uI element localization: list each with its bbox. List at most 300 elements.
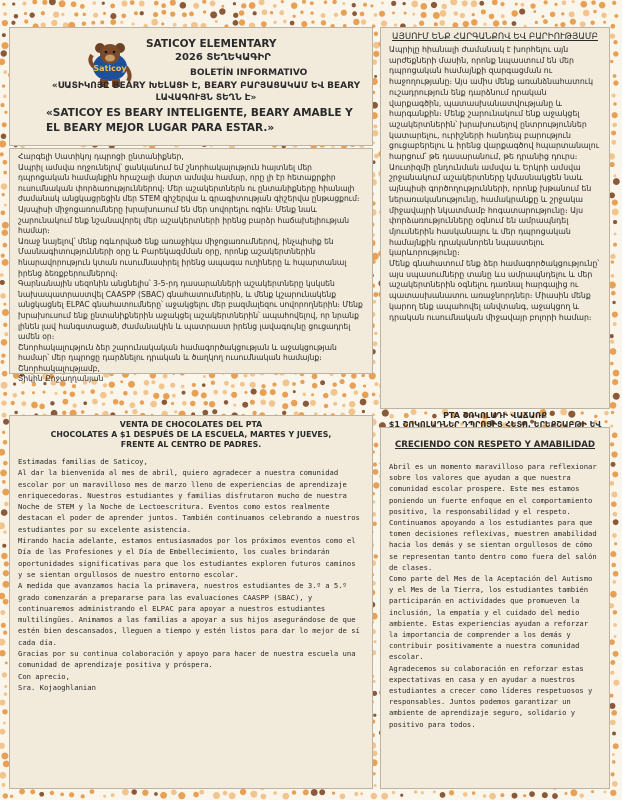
background-dot (201, 392, 207, 398)
background-dot (170, 11, 175, 16)
background-dot (242, 402, 248, 408)
background-dot (360, 399, 367, 406)
background-dot (533, 10, 536, 13)
background-dot (2, 243, 7, 248)
background-dot (2, 413, 7, 418)
background-dot (0, 293, 6, 299)
background-dot (310, 12, 313, 15)
background-dot (374, 13, 378, 17)
school-name: SATICOY ELEMENTARY (146, 38, 277, 50)
background-dot (122, 789, 129, 796)
background-dot (392, 791, 395, 794)
background-dot (319, 789, 325, 795)
background-dot (134, 11, 138, 15)
background-dot (181, 385, 185, 389)
background-dot (613, 623, 617, 627)
section-title: CRECIENDO CON RESPETO Y AMABILIDAD (394, 440, 595, 450)
background-dot (50, 791, 54, 795)
background-dot (1, 354, 5, 358)
background-dot (1, 253, 5, 257)
background-dot (0, 743, 5, 749)
background-dot (3, 530, 6, 533)
background-dot (120, 21, 123, 24)
background-dot (354, 792, 358, 796)
background-dot (564, 792, 567, 795)
background-dot (479, 1, 484, 6)
background-dot (2, 84, 5, 87)
background-dot (511, 10, 518, 17)
background-dot (611, 451, 617, 457)
background-dot (610, 33, 615, 38)
background-dot (1, 553, 8, 560)
background-dot (233, 2, 236, 5)
background-dot (5, 661, 8, 664)
background-dot (193, 792, 199, 798)
background-dot (512, 21, 517, 26)
background-dot (535, 21, 538, 24)
background-dot (609, 162, 614, 167)
background-dot (481, 9, 486, 14)
background-dot (610, 60, 613, 63)
background-dot (614, 174, 617, 177)
background-dot (42, 0, 47, 5)
background-dot (501, 14, 505, 18)
background-dot (381, 20, 387, 26)
background-dot (462, 0, 468, 6)
background-dot (2, 371, 8, 377)
chocolate-sale-spanish-letter (9, 415, 373, 789)
background-dot (371, 793, 377, 799)
background-dot (90, 789, 95, 794)
background-dot (349, 401, 356, 408)
background-dot (612, 301, 615, 304)
background-dot (374, 554, 378, 558)
background-dot (610, 671, 614, 675)
background-dot (250, 791, 257, 798)
background-dot (373, 462, 377, 466)
background-dot (189, 12, 194, 17)
section-body: Ապրիլը հիանալի ժամանակ է խորհելու այն արժեքների մասին, որոնք նպաստում են մեր դպրոցական համայնքի զարգացման ու հաջողությանը։ Այս ամիս մենք առանձնահատուկ ուշադրություն ենք դարձնում դրական վարքագծին, պատասխանատվությանը և հարգանքին։ Մենք շարունակում ենք աջակցել աշակերտներին՝ խրախուսելով ընտրություններ կատարելու, ուրիշների հանդեպ բարություն ցուցաբերելու և իրենց վարքագծով հպարտանալու հարցում՝ թե դասարանում, թե դրանից դուրս։ Աուտիզմի ընդունման ամսվա և Երկրի ամսվա շրջանակում աշակերտները կմասնակցեն նաև այնպիսի գործողությունների, որոնք խթանում են ներառականությունը, համակրանքը և շրջակա միջավայրի նկատմամբ հոգատարությունը։ Այս փորձառությունները օգնում են ամրապնդել մյուսներին հասկանալու և մեր դպրոցական համայնքին դրականորեն նպաստելու կարևորությունը։ Մենք գնահատում ենք ձեր համագործակցությունը՝ այս սպասումները տանը ևս ամրապնդելու և մեր աշակերտներին օգնելու դառնալ հարգալից ու պատասխանատու առաջնորդներ։ Միասին մենք կարող ենք ապահովել անվտանգ, աջակցող և դրական ուսումնական միջավայր բոլորի համար։ (389, 45, 600, 322)
background-dot (92, 399, 98, 405)
background-dot (60, 792, 64, 796)
background-dot (192, 390, 199, 397)
background-dot (612, 753, 615, 756)
background-dot (70, 391, 76, 397)
background-dot (502, 20, 507, 25)
background-dot (182, 391, 186, 395)
background-dot (92, 1, 95, 4)
background-dot (611, 501, 617, 507)
background-dot (610, 591, 617, 598)
background-dot (303, 401, 309, 407)
background-dot (613, 571, 619, 577)
background-dot (463, 792, 468, 797)
background-dot (360, 12, 365, 17)
background-dot (190, 401, 196, 407)
background-dot (583, 10, 590, 17)
background-dot (130, 0, 135, 5)
background-dot (373, 124, 377, 128)
background-dot (123, 391, 128, 396)
background-dot (373, 482, 379, 488)
background-dot (103, 795, 106, 798)
background-dot (162, 399, 167, 404)
background-dot (82, 21, 86, 25)
background-dot (362, 410, 365, 413)
background-dot (51, 20, 57, 26)
background-dot (125, 410, 128, 413)
background-dot (352, 3, 356, 7)
background-dot (613, 680, 619, 686)
background-dot (161, 10, 166, 15)
background-dot (612, 533, 617, 538)
background-dot (143, 390, 148, 395)
background-dot (110, 3, 115, 8)
background-dot (293, 15, 296, 18)
background-dot (400, 794, 403, 797)
background-dot (182, 401, 187, 406)
background-dot (110, 391, 113, 394)
background-dot (113, 399, 119, 405)
background-dot (1, 42, 8, 49)
background-dot (291, 2, 298, 9)
background-dot (614, 542, 617, 545)
background-dot (53, 11, 59, 17)
background-dot (30, 789, 35, 794)
background-dot (3, 793, 8, 798)
background-dot (270, 389, 276, 395)
background-dot (3, 631, 7, 635)
background-dot (612, 1, 616, 5)
background-dot (411, 1, 418, 8)
background-dot (450, 0, 457, 5)
background-dot (373, 400, 378, 405)
background-dot (100, 20, 104, 24)
background-dot (14, 411, 17, 414)
background-dot (259, 0, 265, 5)
background-dot (611, 491, 617, 497)
spanish-motto: «SATICOY ES BEARY INTELIGENTE, BEARY AMABLE Y EL BEARY MEJOR LUGAR PARA ESTAR.» (46, 107, 353, 134)
background-dot (611, 260, 614, 263)
background-dot (0, 639, 5, 646)
background-dot (610, 551, 616, 557)
background-dot (374, 332, 377, 335)
armenian-motto: «ՍԱՏԻԿՈՅԸ BEARY ԽԵԼԱՑԻ Է, BEARY ԲԱՐՅԱՑԱԿԱՄ ԵՎ BEARY ԼԱՎԱԳՈՒՅՆ ՏԵՂՆ Է» (51, 81, 361, 103)
background-dot (489, 793, 496, 800)
background-dot (431, 2, 437, 8)
background-dot (121, 0, 127, 6)
background-dot (41, 11, 45, 15)
background-dot (3, 12, 7, 16)
background-dot (342, 393, 346, 397)
background-dot (224, 400, 228, 404)
background-dot (262, 9, 268, 15)
background-dot (610, 348, 617, 355)
background-dot (512, 793, 518, 799)
background-dot (603, 21, 606, 24)
background-dot (150, 401, 157, 408)
background-dot (81, 794, 85, 798)
background-dot (303, 789, 309, 795)
background-dot (332, 791, 335, 794)
background-dot (613, 243, 617, 247)
background-dot (570, 789, 577, 796)
background-dot (0, 140, 6, 147)
respect-kindness-armenian (380, 27, 610, 409)
background-dot (373, 640, 376, 643)
background-dot (610, 790, 616, 796)
background-dot (612, 781, 618, 787)
background-dot (2, 20, 8, 26)
background-dot (611, 291, 616, 296)
background-dot (554, 3, 557, 6)
background-dot (599, 2, 606, 9)
background-dot (321, 13, 326, 18)
background-dot (11, 21, 15, 25)
background-dot (4, 502, 8, 506)
background-dot (310, 1, 314, 5)
background-dot (2, 544, 6, 548)
background-dot (210, 1, 216, 7)
background-dot (334, 13, 338, 17)
background-dot (31, 402, 38, 409)
background-dot (153, 12, 158, 17)
background-dot (613, 610, 618, 615)
background-dot (3, 599, 9, 605)
background-dot (611, 274, 615, 278)
background-dot (454, 11, 458, 15)
background-dot (610, 334, 614, 338)
background-dot (374, 32, 378, 36)
background-dot (3, 94, 6, 97)
background-dot (132, 22, 135, 25)
background-dot (3, 303, 6, 306)
background-dot (321, 20, 326, 25)
background-dot (323, 393, 329, 399)
background-dot (614, 233, 617, 236)
background-dot (1, 339, 8, 346)
background-dot (373, 772, 376, 775)
background-dot (434, 22, 438, 26)
background-dot (170, 0, 176, 6)
background-dot (49, 0, 56, 5)
section-body: Abril es un momento maravilloso para reflexionar sobre los valores que ayudan a que nuestra comunidad escolar prospere. Este mes estamos poniendo un fuerte enfoque en el comportamiento positivo, la responsabilidad y el respeto. Continuamos apoyando a los estudiantes para que tomen decisiones reflexivas, muestren amabilidad hacia los demás y se sientan orgullosos de cómo se representan tanto dentro como fuera del salón de clases. Como parte del Mes de la Aceptación del Autismo y el Mes de la Tierra, los estudiantes también participarán en actividades que promueven la inclusión, la empatía y el cuidado del medio ambiente. Estas experiencias ayudan a reforzar la importancia de comprender a los demás y contribuir positivamente a nuestra comunidad escolar. Agradecemos su colaboración en reforzar estas expectativas en casa y en ayudar a nuestros estudiantes a crecer como líderes respetuosos y responsables. Juntos podemos garantizar un ambiente de aprendizaje seguro, solidario y positivo para todos. (389, 462, 597, 729)
background-dot (611, 710, 617, 716)
background-dot (0, 103, 4, 107)
background-dot (611, 563, 616, 568)
background-dot (102, 402, 105, 405)
background-dot (569, 11, 575, 17)
background-dot (612, 760, 615, 763)
section-title: ԱՅՍՈՒՄ ԵՆՔ ՀԱՐԳԱՆՔՈՎ ԵՎ ԲԱՐԻՈՒԹՅԱՄԲ (392, 32, 598, 42)
background-dot (4, 685, 7, 688)
background-dot (612, 311, 618, 317)
background-dot (381, 2, 384, 5)
background-dot (283, 20, 287, 24)
background-dot (0, 449, 5, 456)
background-dot (449, 790, 454, 795)
background-dot (0, 593, 5, 600)
background-dot (1, 783, 5, 787)
background-dot (273, 791, 277, 795)
background-dot (489, 14, 495, 20)
background-dot (2, 193, 5, 196)
background-dot (29, 12, 34, 17)
background-dot (374, 75, 377, 78)
background-dot (174, 410, 177, 413)
background-dot (151, 19, 158, 26)
background-dot (2, 431, 5, 434)
background-dot (353, 19, 359, 25)
background-dot (62, 399, 68, 405)
background-dot (199, 790, 204, 795)
background-dot (1, 623, 6, 628)
background-dot (229, 792, 236, 799)
background-dot (610, 694, 614, 698)
background-dot (302, 0, 306, 4)
background-dot (50, 401, 54, 405)
background-dot (610, 24, 615, 29)
background-dot (0, 152, 4, 156)
background-dot (221, 5, 224, 8)
background-dot (572, 0, 575, 3)
background-dot (373, 292, 378, 297)
background-dot (0, 280, 5, 285)
background-dot (373, 51, 379, 57)
background-dot (282, 793, 289, 800)
background-dot (233, 404, 236, 407)
background-dot (439, 20, 445, 26)
background-dot (4, 111, 7, 114)
background-dot (493, 20, 499, 26)
background-dot (440, 792, 446, 798)
background-dot (614, 635, 617, 638)
background-dot (180, 2, 187, 9)
background-dot (441, 4, 447, 10)
background-dot (610, 340, 614, 344)
background-dot (2, 222, 9, 229)
background-dot (342, 2, 345, 5)
background-dot (324, 404, 328, 408)
background-dot (542, 15, 545, 18)
background-dot (613, 178, 620, 185)
background-dot (273, 21, 276, 24)
background-dot (515, 3, 518, 6)
background-dot (103, 12, 106, 15)
background-dot (552, 793, 558, 799)
background-dot (341, 10, 347, 16)
background-dot (2, 3, 5, 6)
background-dot (249, 2, 256, 9)
background-dot (32, 0, 37, 4)
background-dot (372, 393, 376, 397)
background-dot (419, 21, 424, 26)
background-dot (362, 391, 369, 398)
background-dot (613, 102, 616, 105)
background-dot (0, 729, 5, 735)
background-dot (601, 13, 606, 18)
svg-text:Saticoy: Saticoy (93, 64, 127, 73)
background-dot (373, 469, 379, 475)
background-dot (2, 309, 9, 316)
background-dot (381, 793, 388, 800)
background-dot (613, 651, 619, 657)
background-dot (24, 12, 27, 15)
background-dot (93, 13, 98, 18)
background-dot (561, 12, 564, 15)
background-dot (593, 10, 596, 13)
background-dot (130, 402, 136, 408)
background-dot (182, 12, 187, 17)
background-dot (414, 790, 417, 793)
newsletter-header (9, 27, 373, 146)
background-dot (360, 792, 363, 795)
background-dot (440, 10, 447, 17)
background-dot (330, 389, 337, 396)
background-dot (213, 390, 218, 395)
background-dot (142, 790, 148, 796)
background-dot (10, 795, 13, 798)
background-dot (310, 400, 316, 406)
background-dot (2, 33, 6, 37)
background-dot (471, 19, 477, 25)
background-dot (1, 183, 8, 190)
background-dot (611, 411, 614, 414)
background-dot (69, 792, 74, 797)
background-dot (609, 481, 614, 486)
background-dot (4, 203, 7, 206)
background-dot (613, 743, 619, 749)
background-dot (0, 650, 6, 656)
background-dot (163, 393, 170, 400)
background-dot (241, 3, 246, 8)
background-dot (613, 393, 620, 400)
background-dot (2, 259, 9, 266)
background-dot (324, 0, 328, 4)
background-dot (32, 391, 35, 394)
pta-chocolate-armenian: PTA ՇՈԿՈԼԱԴԻ ՎԱՃԱՌՔ $1 ՇՈԿՈԼԱԴՆԵՐ ԴՊՐՈՑԻՑ ՀԵՏՈ, ԵՐԵՔՇԱԲԹԻ ԵՎ (388, 411, 602, 429)
background-dot (74, 12, 78, 16)
background-dot (202, 0, 206, 4)
background-dot (612, 123, 617, 128)
background-dot (110, 19, 116, 25)
background-dot (523, 794, 526, 797)
background-dot (421, 12, 427, 18)
background-dot (21, 401, 26, 406)
background-dot (24, 19, 28, 23)
background-dot (311, 789, 318, 796)
background-dot (2, 672, 7, 677)
background-dot (273, 4, 277, 8)
background-dot (161, 3, 166, 8)
background-dot (261, 794, 267, 800)
background-dot (3, 171, 7, 175)
background-dot (2, 160, 7, 165)
background-dot (3, 323, 7, 327)
background-dot (591, 0, 596, 5)
background-dot (102, 2, 105, 5)
background-dot (580, 1, 587, 8)
background-dot (609, 703, 615, 709)
background-dot (3, 70, 7, 74)
background-dot (2, 480, 6, 484)
background-dot (3, 440, 8, 445)
background-dot (19, 789, 25, 795)
background-dot (54, 392, 57, 395)
background-dot (153, 393, 159, 399)
background-dot (3, 461, 8, 466)
newsletter-year: 2026 ՏԵՂԵԿԱԳԻՐ (175, 52, 271, 63)
